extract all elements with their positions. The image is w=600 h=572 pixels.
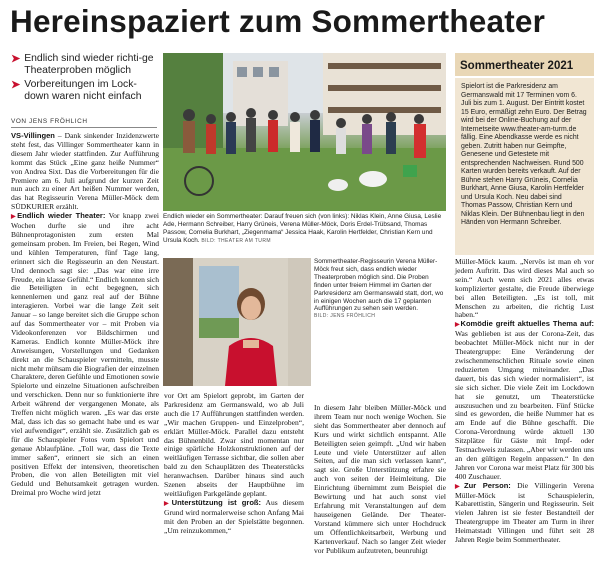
subheading: ▶ Komödie greift aktuelles Thema auf: bbox=[455, 319, 594, 328]
info-box bbox=[455, 53, 594, 255]
article-paragraph: ▶ Zur Person: Die Villingerin Verena Müller-Möck ist Schauspielerin, Kabarettistin, Sängerin und Regisseurin. Seit vielen Jahren ist sie fester Bestandteil der Theatergruppe im Theater am Turm in ihrer Heimatstadt Villingen und führt seit 28 Jahren Regie beim Sommertheater. bbox=[455, 482, 594, 545]
arrow-right-icon: ➤ bbox=[11, 53, 21, 65]
photo-ensemble-illustration bbox=[163, 53, 446, 211]
photo-ensemble bbox=[163, 53, 446, 211]
article-dateline: VS-Villingen bbox=[11, 131, 55, 140]
article-paragraph: ▶ Komödie greift aktuelles Thema auf: Was geblieben ist aus der Corona-Zeit, das beobachtet Müller-Möck nicht nur in der Theatergruppe: Eine Veränderung der zwischenmenschlichen Rituale sowie einen reduzierten Umgang miteinander. „Das dauert, bis das sich wieder normalisiert“, ist sie sich sicher. Die viele Zeit im Lockdown hat sie genutzt, um Theaterstücke auszusuchen und zu bearbeiten. Fünf Stücke sind es geworden, die heiße Nummer hat es am Ende auf die Bühne geschafft. Die Corona-Verordnung würde aktuell 130 Sitzplätze für Gäste mit Impf- oder Testnachweis zulassen. „Aber wir werden uns an den gültigen Regeln anpassen.“ In den Jahren vor Corona war meist Platz für 300 bis 400 Zuschauer. bbox=[455, 320, 594, 481]
subheading: ▶ Unterstützung ist groß: bbox=[164, 498, 261, 507]
intro-bullet bbox=[11, 53, 161, 78]
article-column-3 bbox=[314, 404, 446, 570]
article-paragraph: ▶ Endlich wieder Theater: Vor knapp zwei Wochen durfte sie und ihre acht Bühnenprotagonisten zum ersten Mal gemeinsam proben. Im Freien, bei Regen, Wind und kühlen Temperaturen, fünf Tage lang, erinnert sich die Regisseurin an den Neustart. Und dennoch sagt sie: „Das war eine irre Freude, ein klasse Gefühl.“ Endlich konnten sich die Beteiligten in echt begegnen, sich kennenlernen und ganz real auf der Bühne interagieren. Vorbei war die lange Zeit seit Januar – so lange bereitet sich die Gruppe schon auf das Sommertheater vor – mit Proben via Videokonferenzen vor Bildschirmen und Kameras. Endlich konnte Müller-Möck ihre Anweisungen, Vorstellungen und Gedanken direkt an die Schauspieler vermitteln, musste nicht mehr mühsam die Biografien der einzelnen Charaktere, deren Gefühle und Emotionen sowie Spielorte und einzelne Situationen aufschreiben und verschicken. Denn nur so funktionierte ihre Arbeit während der vergangenen Monate, als Treffen nicht möglich waren. „Es war das erste Mal, dass ich das so gemacht habe und es war viel aufwendiger“, erzählt sie. Zusätzlich gab es für die Schauspieler Fotos vom Spielort und genaue Ablaufpläne. „Toll war, dass die Texte immer saßen“, erinnert sie sich an einen positiven Effekt der intensiven, theoretischen Proben, die von allen Beteiligten mit viel Geduld und Behutsamkeit getragen wurden. Dreimal pro Woche wird jetzt bbox=[11, 212, 159, 498]
photo-ensemble-caption: Endlich wieder ein Sommertheater: Darauf freuen sich (von links): Niklas Klein, Anne Giusa, Leslie Ade, Hermann Schreiber, Harry Grüneis, Verena Müller-Möck, Doris Erdel-Trübsand, Thomas Passow, Cornelia Burkhart, „Ziegenmama“ Jessica Haak, Karolin Hertfelder, Christian Kern und Ursula Koch. BILD: THEATER AM TURM bbox=[163, 213, 442, 244]
article-column-4 bbox=[455, 258, 594, 570]
byline-divider bbox=[11, 127, 157, 128]
article-paragraph: VS-Villingen – Dank sinkender Inzidenzwerte steht fest, das Villinger Sommertheater kann in diesem Jahr wieder stattfinden. Zur Aufführung kommt das Stück „Eine ganz heiße Nummer“ von Andrea Sixt. Das die Vorbereitungen für die Premiere am 6. Juli aufgrund der kurzen Zeit nun auch zu einer Art heißen Nummer werden, das hat Regisseurin Verena Müller-Möck dem SÜDKURIER erzählt. bbox=[11, 131, 160, 212]
byline: VON JENS FRÖHLICH bbox=[11, 118, 88, 125]
intro-bullet bbox=[11, 79, 161, 104]
subheading: ▶ Endlich wieder Theater: bbox=[11, 211, 105, 220]
article-paragraph: In diesem Jahr bleiben Müller-Möck und ihrem Team nur noch wenige Wochen. Sie sieht das Sommertheater aber dennoch auf Kurs und wirkt sichtlich entspannt. Alle Beteiligten seien geimpft. „Und wir haben Leute und viele Unterstützer auf allen Seiten, auf die man sich verlassen kann“, sagt sie. Große Unterstützung erfahre sie auch von seiten der Heimleitung. Die Einrichtung übernimmt zum Beispiel die Bewirtung und hat auch sonst viel Erfahrung mit Veranstaltungen auf dem hauseigenen Gelände. Der Theater-Vorstand kümmere sich unter Hochdruck um Öffentlichkeitsarbeit, Werbung und Kartenverkauf. Nach so langer Zeit wieder vor Publikum aufzutreten, beunruhigt bbox=[314, 403, 446, 555]
photo-director bbox=[163, 258, 311, 386]
photo-credit: BILD: JENS FRÖHLICH bbox=[314, 313, 376, 320]
intro-bullet-text: Vorbereitungen im Lock-down waren nicht einfach bbox=[24, 78, 142, 103]
photo-director-illustration bbox=[163, 258, 311, 386]
article-paragraph: vor Ort am Spielort geprobt, im Garten der Parkresidenz am Germanswald, wo ab Juli auch die 17 Aufführungen stattfinden werden. „Wir machen Gruppen- und Einzelproben“, erklärt Müller-Möck. Parallel dazu entsteht das Bühnenbild. Zwar sind momentan nur einige spärliche Holzkonstruktionen auf der weitläufigen Terrasse sichtbar, die sollen aber bald zu den Schauplätzen des Theaterstücks heranwachsen. Darüber hinaus sind auch Szenen abseits der Hauptbühne im weitläufigen Parkgelände geplant. bbox=[164, 391, 304, 498]
photo-director-caption: Sommertheater-Regisseurin Verena Müller-Möck freut sich, dass endlich wieder Theaterproben möglich sind. Die Proben finden unter freiem Himmel im Garten der Parkresidenz am Germanswald statt, dort, wo in einigen Wochen auch die 17 geplanten Aufführungen zu sehen sein werden. BILD: JENS FRÖHLICH bbox=[314, 258, 447, 321]
subheading: ▶ Zur Person: bbox=[455, 481, 511, 490]
info-box-title: Sommertheater 2021 bbox=[455, 53, 594, 78]
intro-bullets bbox=[11, 53, 161, 105]
intro-bullet-text: Endlich sind wieder richti-ge Theaterproben möglich bbox=[24, 53, 154, 77]
headline: Hereinspaziert zum Sommertheater bbox=[10, 3, 546, 39]
article-column-1 bbox=[11, 132, 159, 570]
arrow-right-icon: ➤ bbox=[11, 78, 21, 91]
article-paragraph: ▶ Unterstützung ist groß: Aus diesem Grund wird normalerweise schon Anfang Mai mit den Proben an der Spielstätte begonnen. „Um reinzukommen,“ bbox=[164, 499, 304, 536]
article-paragraph: Müller-Möck kaum. „Nervös ist man eh vor jedem Auftritt. Das wird dieses Mal auch so sein.“ Auch wenn sich 2021 alles etwas komplizierter gestalte, die Freude überwiege bei allen Beteiligten. „Es ist toll, mit Menschen zu arbeiten, die richtig Lust haben.“ bbox=[455, 257, 594, 320]
article-column-2 bbox=[164, 392, 304, 570]
info-box-text: Spielort ist die Parkresidenz am Germanswald mit 17 Terminen vom 6. Juli bis zum 1. August. Der Eintritt kostet 15 Euro, ermäßigt zehn Euro. Der Betrag wird bei der Online-Buchung auf der Internetseite www.theater-am-turm.de fällig. Eine Abendkasse werde es nicht geben. Zutritt haben nur Geimpfte, Genesene und Getestete mit entsprechenden Nachweisen. Rund 500 Karten wurden bereits verkauft. Auf der Bühne stehen Harry Grüneis, Cornelia Burkhart, Anne Giusa, Karolin Hertfelder und Ursula Koch. Neu dabei sind Thomas Passow, Christian Kern und Niklas Klein. Der Bühnenbau liegt in den Händen von Hermann Schreiber. bbox=[461, 83, 587, 226]
photo-credit: BILD: THEATER AM TURM bbox=[201, 237, 271, 244]
